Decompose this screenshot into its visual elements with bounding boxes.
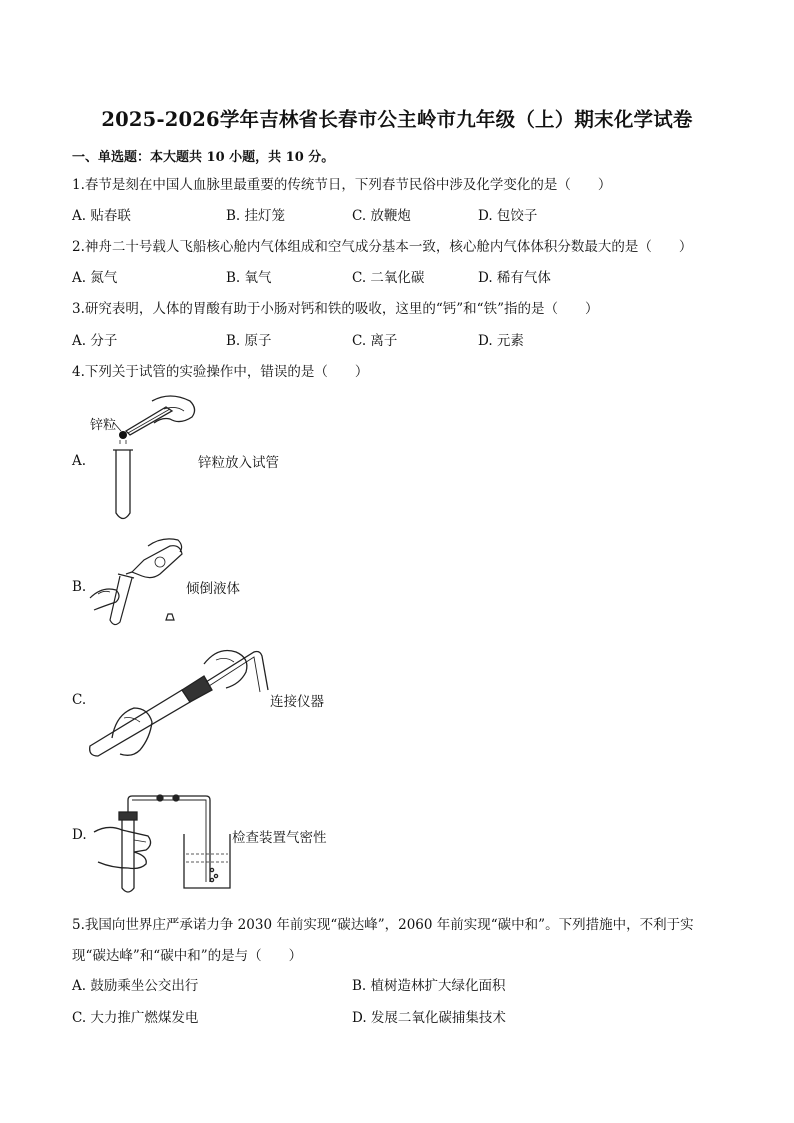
question-4-stem: 4.下列关于试管的实验操作中，错误的是（ ） <box>72 364 369 380</box>
q3-option-b: B. 原子 <box>226 333 272 349</box>
q3-option-a: A. 分子 <box>72 333 118 349</box>
q4-option-c-letter: C. <box>72 692 87 708</box>
zinc-into-test-tube-figure <box>80 395 210 530</box>
q1-option-a: A. 贴春联 <box>72 208 131 224</box>
q1-option-d: D. 包饺子 <box>478 208 538 224</box>
section-heading: 一、单选题：本大题共 10 小题，共 10 分。 <box>72 150 335 165</box>
question-1-stem: 1.春节是刻在中国人血脉里最重要的传统节日，下列春节民俗中涉及化学变化的是（ ） <box>72 177 612 193</box>
q5-option-d: D. 发展二氧化碳捕集技术 <box>352 1010 506 1026</box>
q4-option-a-letter: A. <box>72 453 87 469</box>
q4-option-c-caption: 连接仪器 <box>270 694 324 710</box>
q5-option-b: B. 植树造林扩大绿化面积 <box>352 978 506 994</box>
zinc-label: 锌粒 <box>90 418 117 433</box>
q3-option-d: D. 元素 <box>478 333 524 349</box>
airtightness-check-figure <box>88 792 238 902</box>
q4-option-d-caption: 检查装置气密性 <box>232 830 327 846</box>
q2-option-a: A. 氮气 <box>72 270 118 286</box>
q4-option-a-caption: 锌粒放入试管 <box>198 455 279 471</box>
q3-option-c: C. 离子 <box>352 333 398 349</box>
zinc-granule-dot <box>119 431 127 439</box>
exam-title: 2025-2026学年吉林省长春市公主岭市九年级（上）期末化学试卷 <box>101 108 693 131</box>
q2-option-d: D. 稀有气体 <box>478 270 551 286</box>
q4-option-b-letter: B. <box>72 579 87 595</box>
connecting-apparatus-figure <box>86 638 276 758</box>
question-3-stem: 3.研究表明，人体的胃酸有助于小肠对钙和铁的吸收，这里的“钙”和“铁”指的是（ ） <box>72 301 599 317</box>
q5-option-c: C. 大力推广燃煤发电 <box>72 1010 199 1026</box>
q5-option-a: A. 鼓励乘坐公交出行 <box>72 978 199 994</box>
pouring-liquid-figure <box>86 534 196 629</box>
q4-option-b-caption: 倾倒液体 <box>186 581 240 597</box>
q4-option-d-letter: D. <box>72 827 87 843</box>
q1-option-b: B. 挂灯笼 <box>226 208 286 224</box>
q2-option-c: C. 二氧化碳 <box>352 270 425 286</box>
q1-option-c: C. 放鞭炮 <box>352 208 411 224</box>
q2-option-b: B. 氧气 <box>226 270 272 286</box>
question-5-stem: 5.我国向世界庄严承诺力争 2030 年前实现“碳达峰”，2060 年前实现“碳中和”。下列措施中，不利于实现“碳达峰”和“碳中和”的是与（ ） <box>72 917 694 964</box>
question-2-stem: 2.神舟二十号载人飞船核心舱内气体组成和空气成分基本一致，核心舱内气体体积分数最大的是（ ） <box>72 239 693 255</box>
